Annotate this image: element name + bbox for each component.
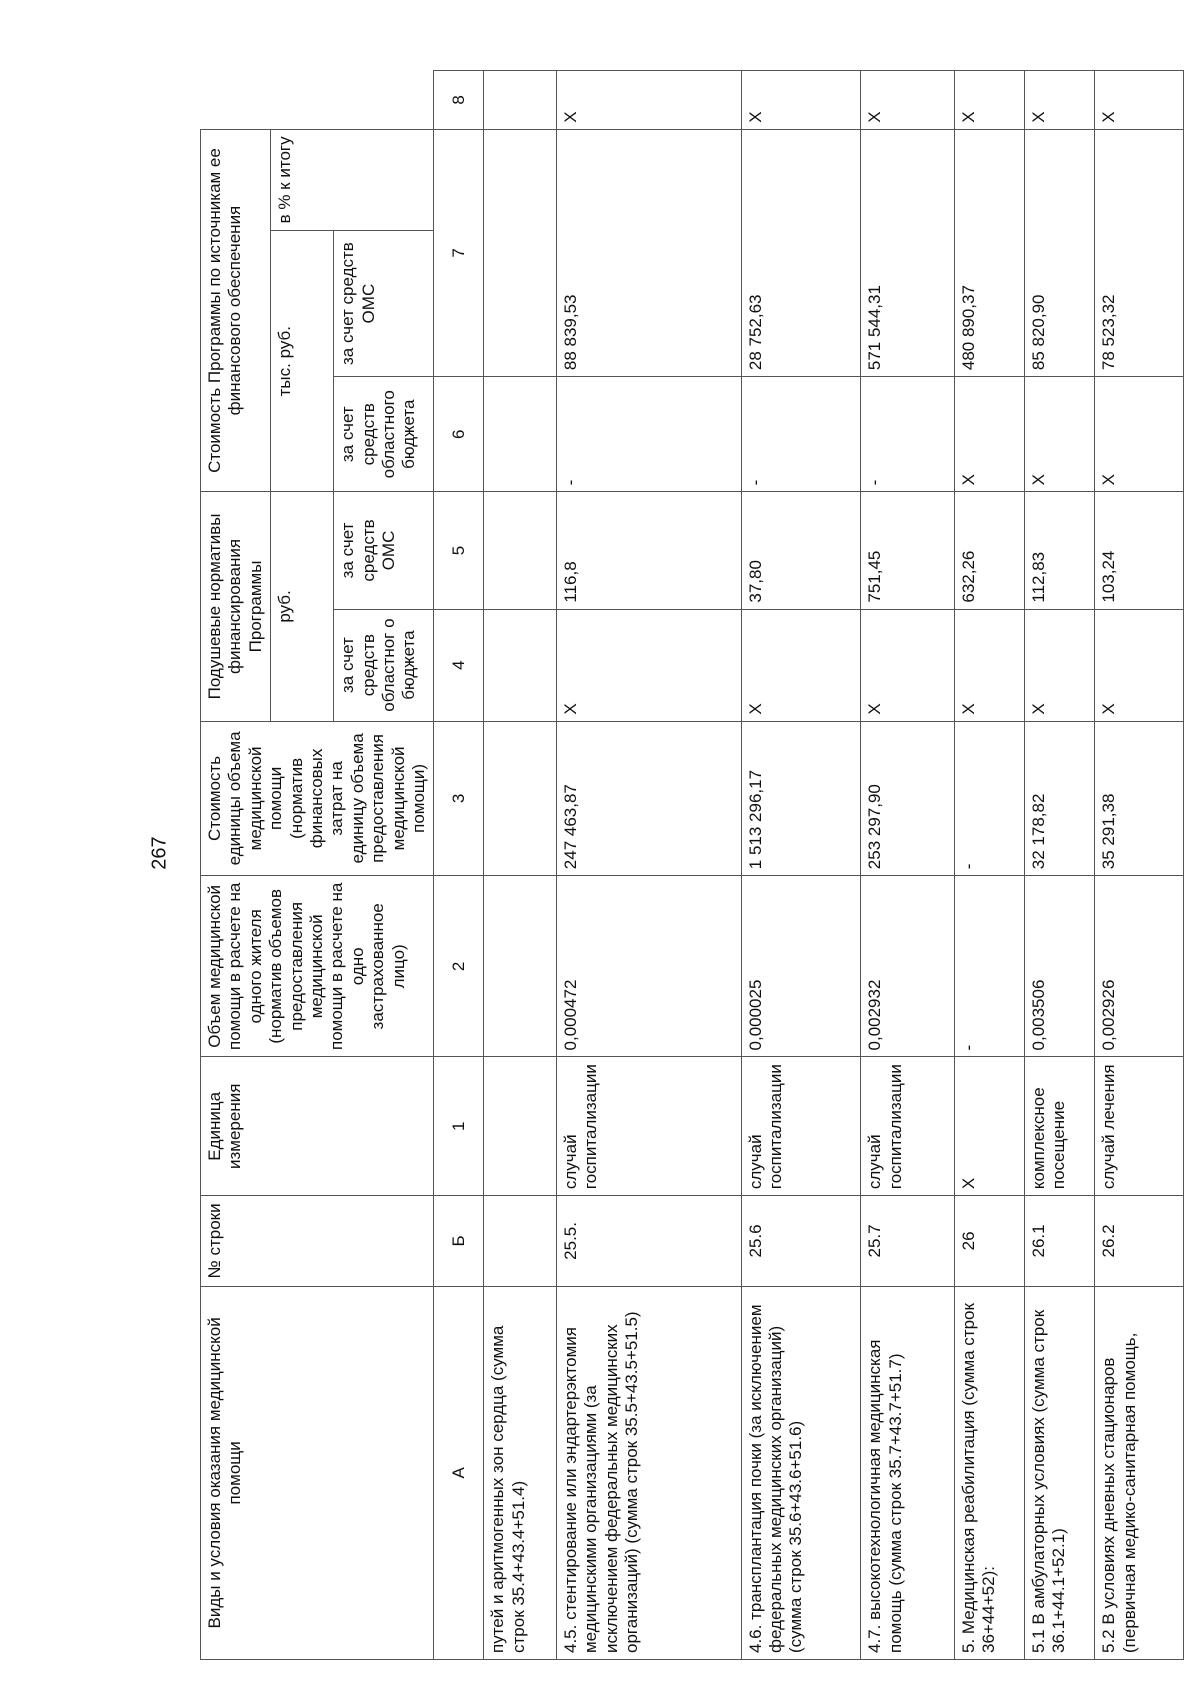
row-percent: X xyxy=(741,71,861,130)
row-unit: случай госпитализации xyxy=(741,1057,861,1196)
row-number: 25.6 xyxy=(741,1196,861,1287)
column-number-row xyxy=(434,71,484,1660)
col-number: 6 xyxy=(434,377,484,492)
row-percapita-budget: X xyxy=(861,609,955,721)
table-row xyxy=(954,71,1024,1660)
row-percapita-oms: 37,80 xyxy=(741,492,861,609)
row-percapita-oms: 103,24 xyxy=(1095,492,1183,609)
row-percapita-oms xyxy=(484,492,557,609)
row-program-budget: X xyxy=(1095,377,1183,492)
row-percent: X xyxy=(557,71,742,130)
col-number: 2 xyxy=(434,876,484,1057)
row-cost: 253 297,90 xyxy=(861,721,955,876)
col-number: 8 xyxy=(434,71,484,130)
row-percent: X xyxy=(861,71,955,130)
col-number: 7 xyxy=(434,129,484,376)
col-number: А xyxy=(434,1286,484,1659)
row-percapita-oms: 112,83 xyxy=(1025,492,1095,609)
row-volume: 0,000472 xyxy=(557,876,742,1057)
row-percent: X xyxy=(954,71,1024,130)
row-cost xyxy=(484,721,557,876)
row-percapita-budget xyxy=(484,609,557,721)
row-number: 25.7 xyxy=(861,1196,955,1287)
header-unit: Единица измерения xyxy=(201,1057,434,1196)
table-row xyxy=(1025,71,1095,1660)
row-name: 4.7. высокотехнологичная медицинская помощь (сумма строк 35.7+43.7+51.7) xyxy=(861,1286,955,1659)
row-program-oms: 88 839,53 xyxy=(557,129,742,376)
row-percapita-budget: X xyxy=(954,609,1024,721)
row-percapita-budget: X xyxy=(741,609,861,721)
row-percapita-budget: X xyxy=(557,609,742,721)
row-number: 26.2 xyxy=(1095,1196,1183,1287)
row-volume: 0,003506 xyxy=(1025,876,1095,1057)
row-name: 5. Медицинская реабилитация (сумма строк 36+44+52): xyxy=(954,1286,1024,1659)
row-volume xyxy=(484,876,557,1057)
header-percent: в % к итогу xyxy=(271,129,434,230)
row-program-budget: X xyxy=(954,377,1024,492)
col-number: 1 xyxy=(434,1057,484,1196)
row-cost: 35 291,38 xyxy=(1095,721,1183,876)
page-number: 267 xyxy=(148,836,171,870)
row-program-budget: - xyxy=(557,377,742,492)
financing-table xyxy=(200,70,1184,1660)
row-percent xyxy=(484,71,557,130)
row-number: 25.5. xyxy=(557,1196,742,1287)
header-row-no: № строки xyxy=(201,1196,434,1287)
row-unit: случай госпитализации xyxy=(557,1057,742,1196)
table-row xyxy=(1095,71,1183,1660)
row-unit: случай лечения xyxy=(1095,1057,1183,1196)
row-percapita-oms: 632,26 xyxy=(954,492,1024,609)
row-program-oms: 480 890,37 xyxy=(954,129,1024,376)
row-percapita-budget: X xyxy=(1025,609,1095,721)
table-row xyxy=(861,71,955,1660)
row-program-budget: - xyxy=(861,377,955,492)
row-name: 4.6. трансплантация почки (за исключением федеральных медицинских организаций) (сумма строк 35.6+43.6+51.6) xyxy=(741,1286,861,1659)
row-cost: 1 513 296,17 xyxy=(741,721,861,876)
header-program-budget: за счет средств областного бюджета xyxy=(334,377,434,492)
table-row xyxy=(741,71,861,1660)
row-unit: случай госпитализации xyxy=(861,1057,955,1196)
row-name: 5.1 В амбулаторных условиях (сумма строк 36.1+44.1+52.1) xyxy=(1025,1286,1095,1659)
row-number: 26 xyxy=(954,1196,1024,1287)
table-body xyxy=(484,71,1183,1660)
table-row xyxy=(557,71,742,1660)
row-number xyxy=(484,1196,557,1287)
col-number: 4 xyxy=(434,609,484,721)
header-percapita-unit: руб. xyxy=(271,492,334,721)
header-percapita: Подушевые нормативы финансирования Программы xyxy=(201,492,271,721)
row-cost: 32 178,82 xyxy=(1025,721,1095,876)
row-program-budget: X xyxy=(1025,377,1095,492)
header-percapita-oms: за счет средств ОМС xyxy=(334,492,434,609)
row-number: 26.1 xyxy=(1025,1196,1095,1287)
row-volume: 0,000025 xyxy=(741,876,861,1057)
row-program-oms: 28 752,63 xyxy=(741,129,861,376)
row-volume: - xyxy=(954,876,1024,1057)
row-program-budget xyxy=(484,377,557,492)
row-program-oms xyxy=(484,129,557,376)
header-kind: Виды и условия оказания медицинской помощи xyxy=(201,1286,434,1659)
row-volume: 0,002932 xyxy=(861,876,955,1057)
header-program-cost-unit: тыс. руб. xyxy=(271,231,334,492)
row-percent: X xyxy=(1025,71,1095,130)
row-program-budget: - xyxy=(741,377,861,492)
row-percapita-oms: 751,45 xyxy=(861,492,955,609)
header-volume: Объем медицинской помощи в расчете на одного жителя (норматив объемов предоставления медицинской помощи в расчете на одно застрахованное лицо) xyxy=(201,876,434,1057)
header-cost: Стоимость единицы объема медицинской помощи (норматив финансовых затрат на единицу объема предоставления медицинской помощи) xyxy=(201,721,434,876)
row-program-oms: 78 523,32 xyxy=(1095,129,1183,376)
row-unit: комплексное посещение xyxy=(1025,1057,1095,1196)
row-name: 5.2 В условиях дневных стационаров (первичная медико-санитарная помощь, xyxy=(1095,1286,1183,1659)
col-number: 5 xyxy=(434,492,484,609)
row-name: путей и аритмогенных зон сердца (сумма строк 35.4+43.4+51.4) xyxy=(484,1286,557,1659)
row-percapita-budget: X xyxy=(1095,609,1183,721)
row-program-oms: 571 544,31 xyxy=(861,129,955,376)
row-unit xyxy=(484,1057,557,1196)
header-program-oms: за счет средств ОМС xyxy=(334,231,434,377)
header-percapita-budget: за счет средств областног о бюджета xyxy=(334,609,434,721)
header-program-cost: Стоимость Программы по источникам ее финансового обеспечения xyxy=(201,129,271,492)
row-cost: - xyxy=(954,721,1024,876)
row-volume: 0,002926 xyxy=(1095,876,1183,1057)
row-name: 4.5. стентирование или эндартерэктомия медицинскими организациями (за исключением федеральных медицинских организаций) (сумма строк 35.5+43.5+51.5) xyxy=(557,1286,742,1659)
row-program-oms: 85 820,90 xyxy=(1025,129,1095,376)
col-number: Б xyxy=(434,1196,484,1287)
table-row xyxy=(484,71,557,1660)
row-cost: 247 463,87 xyxy=(557,721,742,876)
rotated-table-container xyxy=(200,70,1150,1660)
table-header xyxy=(201,71,484,1660)
col-number: 3 xyxy=(434,721,484,876)
row-percapita-oms: 116,8 xyxy=(557,492,742,609)
row-percent: X xyxy=(1095,71,1183,130)
row-unit: X xyxy=(954,1057,1024,1196)
